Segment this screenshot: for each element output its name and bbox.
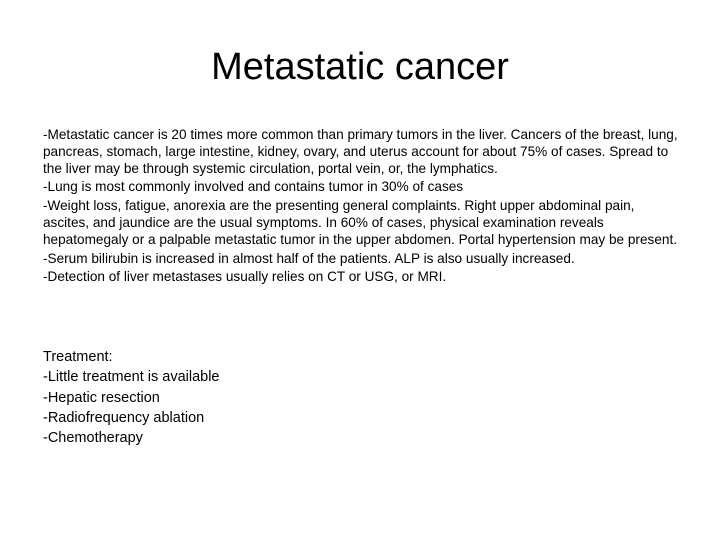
body-text (43, 127, 683, 286)
treatment-item: -Hepatic resection (43, 389, 160, 406)
paragraph-detection: -Detection of liver metastases usually relies on CT or USG, or MRI. (43, 269, 447, 285)
treatment-item: -Little treatment is available (43, 369, 220, 386)
paragraph-symptoms: -Weight loss, fatigue, anorexia are the presenting general complaints. Right upper abdominal pain, ascites, and jaundice are the usual symptoms. In 60% of cases, physical examination reveals hepatomegaly or a palpable metastatic tumor in the upper abdomen. Portal hypertension may be present. (43, 198, 677, 247)
treatment-item: -Chemotherapy (43, 430, 143, 447)
slide-title: Metastatic cancer (211, 46, 509, 88)
treatment-item: -Radiofrequency ablation (43, 409, 205, 426)
paragraph-lung: -Lung is most commonly involved and contains tumor in 30% of cases (43, 179, 464, 195)
paragraph-prevalence: -Metastatic cancer is 20 times more common than primary tumors in the liver. Cancers of the breast, lung, pancreas, stomach, large intestine, kidney, ovary, and uterus account for about 75% of cases. Spread to the liver may be through systemic circulation, portal vein, or, the lymphatics. (43, 127, 678, 176)
paragraph-labs: -Serum bilirubin is increased in almost half of the patients. ALP is also usually increased. (43, 250, 575, 266)
treatment-section (43, 347, 683, 448)
treatment-heading: Treatment: (43, 349, 113, 365)
